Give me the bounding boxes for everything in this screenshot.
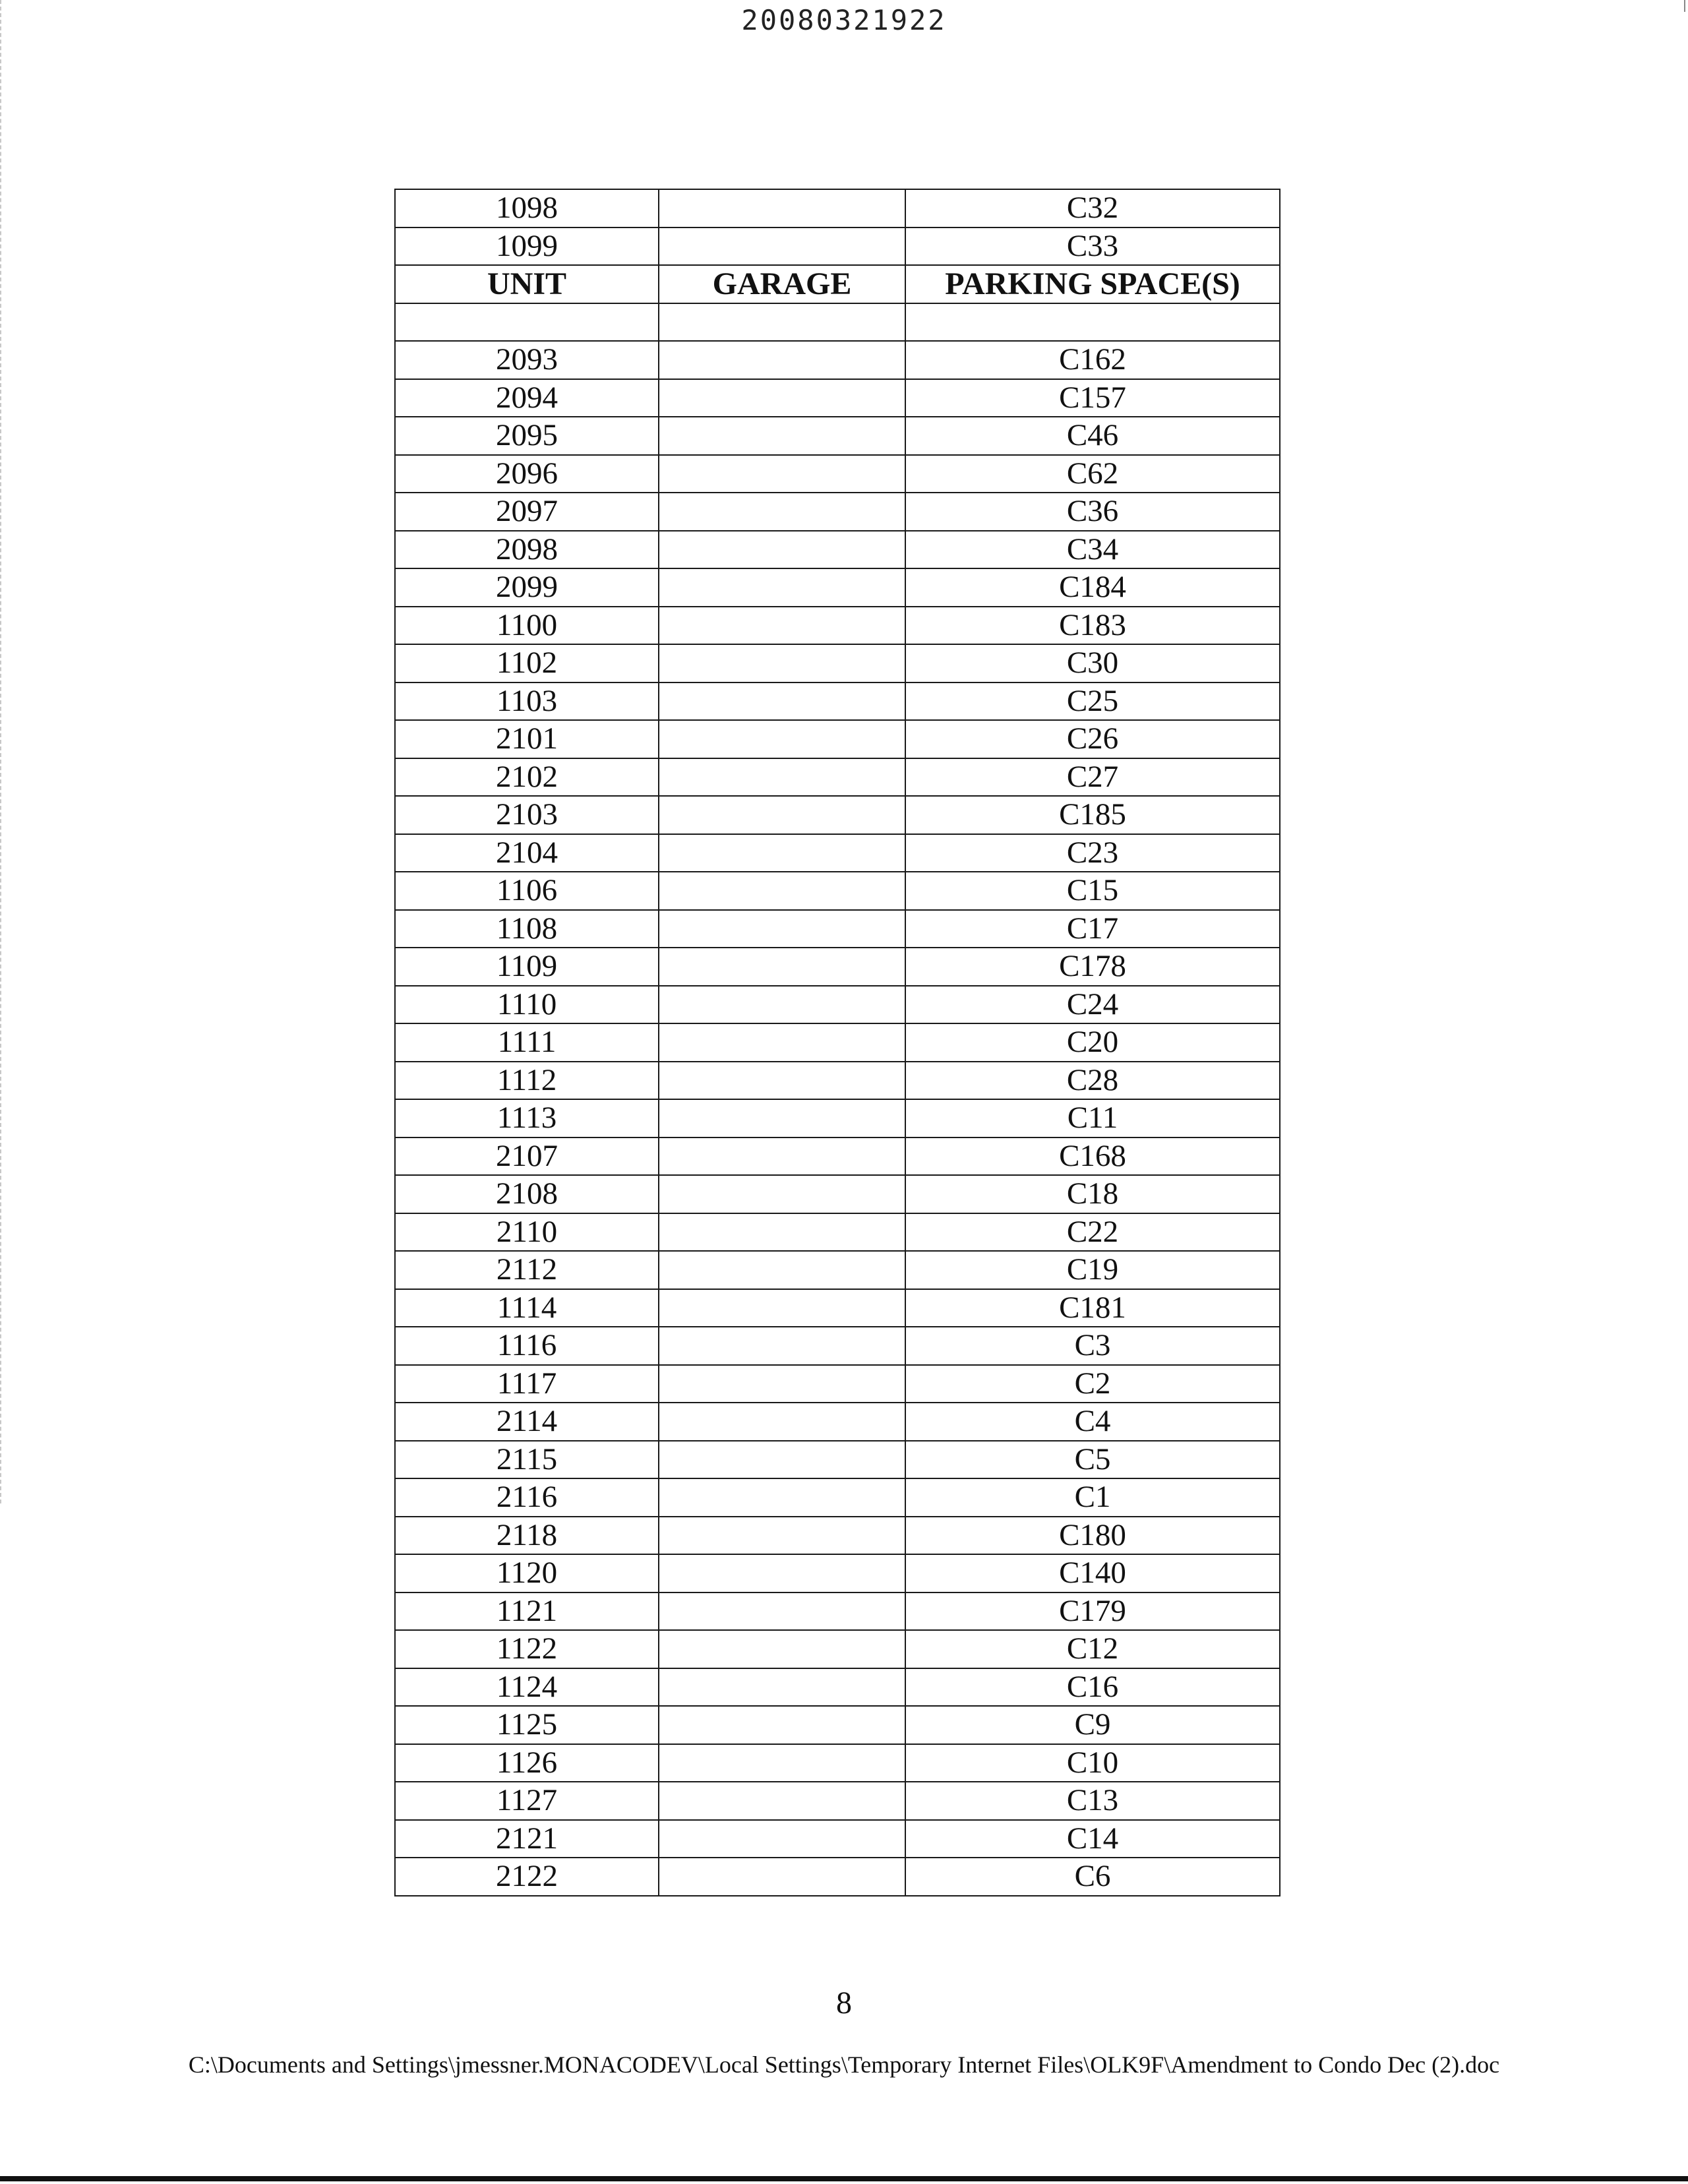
- table-row: [395, 417, 1280, 455]
- table-row: [395, 1478, 1280, 1517]
- unit-cell: 1110: [395, 986, 659, 1024]
- garage-cell: [659, 1478, 905, 1517]
- unit-cell: 1121: [395, 1592, 659, 1631]
- garage-cell: [659, 1138, 905, 1176]
- unit-cell: 2115: [395, 1441, 659, 1479]
- garage-cell: [659, 568, 905, 607]
- unit-cell: 2122: [395, 1858, 659, 1896]
- garage-cell: [659, 1365, 905, 1403]
- parking-space-cell: C15: [905, 872, 1280, 910]
- garage-cell: [659, 1062, 905, 1100]
- table-row: [395, 531, 1280, 569]
- unit-cell: 1127: [395, 1782, 659, 1820]
- parking-space-cell: C33: [905, 228, 1280, 266]
- parking-space-cell: C25: [905, 682, 1280, 721]
- garage-cell: [659, 1403, 905, 1441]
- unit-cell: 1122: [395, 1630, 659, 1668]
- garage-cell: [659, 1289, 905, 1327]
- unit-cell: 2094: [395, 379, 659, 417]
- garage-cell: [659, 872, 905, 910]
- parking-space-cell: C180: [905, 1517, 1280, 1555]
- header-parking-space-cell: PARKING SPACE(S): [905, 265, 1280, 303]
- table-row: [395, 1858, 1280, 1896]
- parking-space-cell: C168: [905, 1138, 1280, 1176]
- unit-cell: 2098: [395, 531, 659, 569]
- header-unit-cell: UNIT: [395, 265, 659, 303]
- parking-space-cell: C178: [905, 948, 1280, 986]
- table-row: [395, 910, 1280, 948]
- garage-cell: [659, 682, 905, 721]
- parking-space-cell: C23: [905, 834, 1280, 872]
- unit-cell: 1106: [395, 872, 659, 910]
- table-row: [395, 796, 1280, 834]
- unit-cell: 1126: [395, 1744, 659, 1782]
- unit-cell: 2121: [395, 1820, 659, 1858]
- document-number: 20080321922: [741, 4, 947, 36]
- parking-space-cell: C6: [905, 1858, 1280, 1896]
- parking-space-cell: C18: [905, 1175, 1280, 1213]
- table-body: [395, 189, 1280, 1896]
- unit-cell: 2099: [395, 568, 659, 607]
- unit-cell: 1098: [395, 189, 659, 228]
- garage-cell: [659, 341, 905, 379]
- parking-space-cell: C27: [905, 758, 1280, 797]
- parking-space-cell: C2: [905, 1365, 1280, 1403]
- garage-cell: [659, 1592, 905, 1631]
- scan-edge-mark: [0, 0, 3, 1503]
- unit-cell: 1112: [395, 1062, 659, 1100]
- parking-space-cell: C184: [905, 568, 1280, 607]
- unit-cell: 2096: [395, 455, 659, 493]
- unit-cell: 2108: [395, 1175, 659, 1213]
- parking-space-cell: C24: [905, 986, 1280, 1024]
- table-row: [395, 1213, 1280, 1252]
- parking-space-cell: C32: [905, 189, 1280, 228]
- unit-cell: 1116: [395, 1327, 659, 1365]
- table-row: [395, 1554, 1280, 1592]
- table-row: [395, 455, 1280, 493]
- garage-cell: [659, 1782, 905, 1820]
- unit-cell: 1124: [395, 1668, 659, 1707]
- garage-cell: [659, 720, 905, 758]
- table-row: [395, 644, 1280, 682]
- garage-cell: [659, 1175, 905, 1213]
- garage-cell: [659, 1251, 905, 1289]
- garage-cell: [659, 1744, 905, 1782]
- parking-space-cell: C162: [905, 341, 1280, 379]
- unit-cell: 2101: [395, 720, 659, 758]
- table-row: [395, 1668, 1280, 1707]
- table-row: [395, 607, 1280, 645]
- unit-cell: 1100: [395, 607, 659, 645]
- unit-cell: 2104: [395, 834, 659, 872]
- file-path-footer: C:\Documents and Settings\jmessner.MONACODEV\Local Settings\Temporary Internet Files\OLK9F\Amendment to Condo Dec (2).doc: [188, 2051, 1500, 2078]
- parking-space-cell: C157: [905, 379, 1280, 417]
- garage-cell: [659, 1630, 905, 1668]
- parking-space-cell: C1: [905, 1478, 1280, 1517]
- table-row: [395, 1592, 1280, 1631]
- table-row: [395, 1441, 1280, 1479]
- unit-cell: 2093: [395, 341, 659, 379]
- table-row: [395, 303, 1280, 342]
- parking-space-cell: C5: [905, 1441, 1280, 1479]
- garage-cell: [659, 796, 905, 834]
- unit-cell: 1099: [395, 228, 659, 266]
- table-row: [395, 1062, 1280, 1100]
- unit-cell: 1113: [395, 1099, 659, 1138]
- table-row: [395, 1023, 1280, 1062]
- table-row: [395, 1744, 1280, 1782]
- garage-cell: [659, 531, 905, 569]
- garage-cell: [659, 1706, 905, 1744]
- garage-cell: [659, 379, 905, 417]
- table-row: [395, 986, 1280, 1024]
- table-row: [395, 228, 1280, 266]
- garage-cell: [659, 834, 905, 872]
- table-row: [395, 1403, 1280, 1441]
- unit-cell: 2095: [395, 417, 659, 455]
- garage-cell: [659, 910, 905, 948]
- parking-space-cell: C13: [905, 1782, 1280, 1820]
- unit-cell: 2103: [395, 796, 659, 834]
- unit-cell: 2107: [395, 1138, 659, 1176]
- table-row: [395, 1782, 1280, 1820]
- parking-space-cell: C183: [905, 607, 1280, 645]
- table-row: [395, 1175, 1280, 1213]
- parking-space-cell: C14: [905, 1820, 1280, 1858]
- parking-space-cell: C3: [905, 1327, 1280, 1365]
- unit-cell: 2112: [395, 1251, 659, 1289]
- unit-cell: 2102: [395, 758, 659, 797]
- unit-cell: 1120: [395, 1554, 659, 1592]
- parking-space-cell: C17: [905, 910, 1280, 948]
- garage-cell: [659, 644, 905, 682]
- unit-cell: 1125: [395, 1706, 659, 1744]
- parking-space-cell: C34: [905, 531, 1280, 569]
- parking-space-cell: C140: [905, 1554, 1280, 1592]
- parking-space-cell: [905, 303, 1280, 342]
- garage-cell: [659, 948, 905, 986]
- table-row: [395, 189, 1280, 228]
- parking-space-cell: C30: [905, 644, 1280, 682]
- table-row: [395, 948, 1280, 986]
- table-row: [395, 1365, 1280, 1403]
- table-row: [395, 379, 1280, 417]
- garage-cell: [659, 1023, 905, 1062]
- unit-cell: 1102: [395, 644, 659, 682]
- table-row: [395, 1289, 1280, 1327]
- table-row: [395, 682, 1280, 721]
- table-row: [395, 720, 1280, 758]
- parking-space-cell: C20: [905, 1023, 1280, 1062]
- parking-space-cell: C46: [905, 417, 1280, 455]
- garage-cell: [659, 986, 905, 1024]
- unit-cell: 1114: [395, 1289, 659, 1327]
- unit-cell: 2118: [395, 1517, 659, 1555]
- page-number: 8: [836, 1986, 852, 2020]
- table-row: [395, 341, 1280, 379]
- parking-space-cell: C28: [905, 1062, 1280, 1100]
- table-row: [395, 1251, 1280, 1289]
- garage-cell: [659, 1327, 905, 1365]
- table-header-row: [395, 265, 1280, 303]
- garage-cell: [659, 607, 905, 645]
- parking-assignment-table: [394, 189, 1281, 1896]
- garage-cell: [659, 228, 905, 266]
- garage-cell: [659, 303, 905, 342]
- bottom-rule: [0, 2176, 1688, 2181]
- parking-space-cell: C19: [905, 1251, 1280, 1289]
- table-row: [395, 493, 1280, 531]
- parking-space-cell: C179: [905, 1592, 1280, 1631]
- table-row: [395, 1630, 1280, 1668]
- header-garage-cell: GARAGE: [659, 265, 905, 303]
- garage-cell: [659, 1213, 905, 1252]
- garage-cell: [659, 1554, 905, 1592]
- parking-space-cell: C181: [905, 1289, 1280, 1327]
- garage-cell: [659, 1820, 905, 1858]
- parking-space-cell: C26: [905, 720, 1280, 758]
- unit-cell: 2097: [395, 493, 659, 531]
- parking-space-cell: C12: [905, 1630, 1280, 1668]
- garage-cell: [659, 493, 905, 531]
- unit-cell: 1109: [395, 948, 659, 986]
- table-row: [395, 1706, 1280, 1744]
- unit-cell: 1117: [395, 1365, 659, 1403]
- parking-space-cell: C36: [905, 493, 1280, 531]
- unit-cell: 1108: [395, 910, 659, 948]
- unit-cell: [395, 303, 659, 342]
- unit-cell: 1103: [395, 682, 659, 721]
- table-row: [395, 1327, 1280, 1365]
- unit-cell: 2110: [395, 1213, 659, 1252]
- garage-cell: [659, 1517, 905, 1555]
- table-row: [395, 568, 1280, 607]
- garage-cell: [659, 1099, 905, 1138]
- garage-cell: [659, 455, 905, 493]
- unit-cell: 2116: [395, 1478, 659, 1517]
- table-row: [395, 1820, 1280, 1858]
- table-row: [395, 834, 1280, 872]
- parking-space-cell: C185: [905, 796, 1280, 834]
- parking-space-cell: C10: [905, 1744, 1280, 1782]
- garage-cell: [659, 417, 905, 455]
- garage-cell: [659, 1441, 905, 1479]
- parking-space-cell: C22: [905, 1213, 1280, 1252]
- parking-space-cell: C11: [905, 1099, 1280, 1138]
- garage-cell: [659, 758, 905, 797]
- garage-cell: [659, 1858, 905, 1896]
- table-row: [395, 1138, 1280, 1176]
- unit-cell: 2114: [395, 1403, 659, 1441]
- parking-space-cell: C4: [905, 1403, 1280, 1441]
- table-row: [395, 758, 1280, 797]
- unit-cell: 1111: [395, 1023, 659, 1062]
- garage-cell: [659, 1668, 905, 1707]
- table-row: [395, 1517, 1280, 1555]
- table-row: [395, 1099, 1280, 1138]
- parking-space-cell: C9: [905, 1706, 1280, 1744]
- table-row: [395, 872, 1280, 910]
- garage-cell: [659, 189, 905, 228]
- parking-space-cell: C62: [905, 455, 1280, 493]
- parking-space-cell: C16: [905, 1668, 1280, 1707]
